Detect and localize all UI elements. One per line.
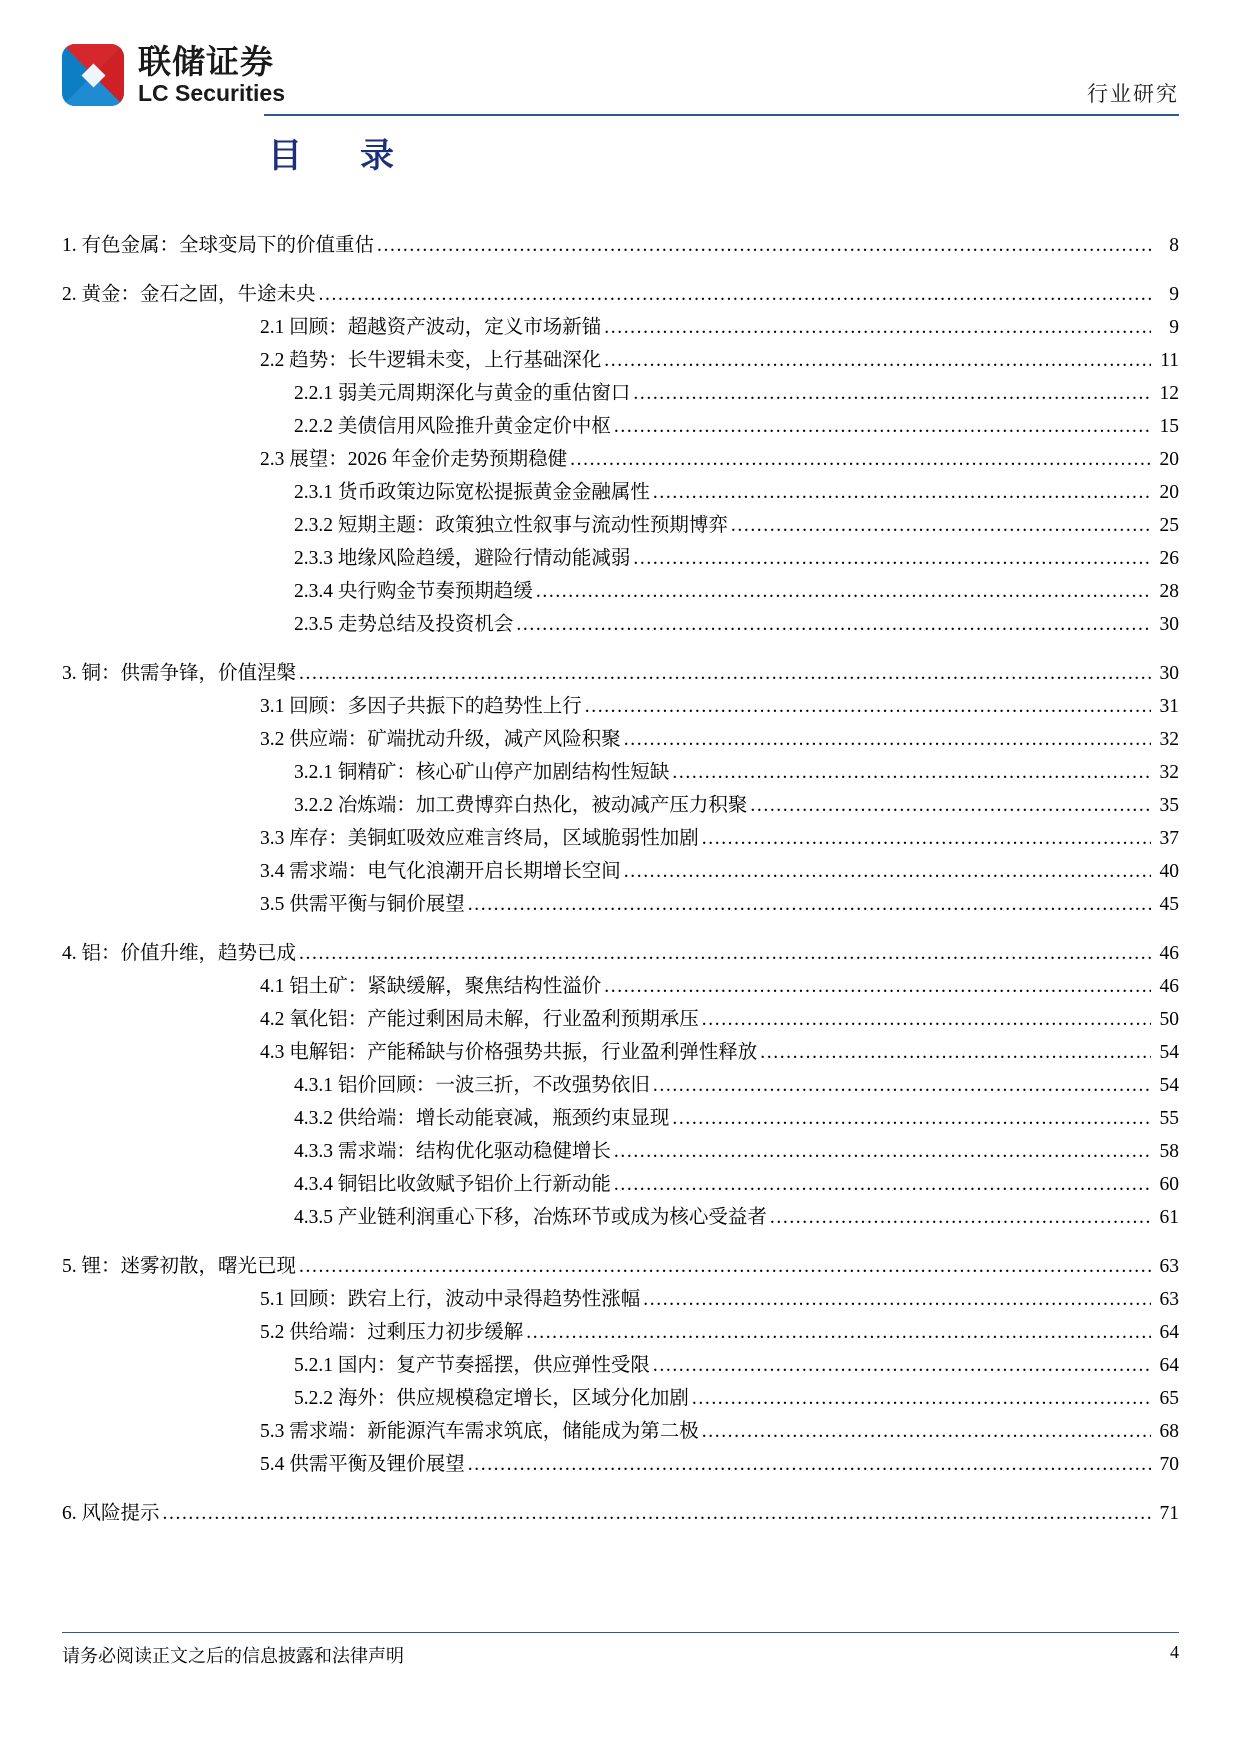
toc-entry[interactable] — [62, 1490, 1179, 1523]
toc-entry[interactable] — [62, 1029, 1179, 1062]
toc-entry-label: 5.2.2 海外：供应规模稳定增长，区域分化加剧 — [294, 1387, 689, 1409]
toc-entry-page-number: 46 — [1159, 942, 1179, 964]
toc-leader-dots — [604, 318, 1151, 338]
toc-entry-page-number: 60 — [1159, 1173, 1179, 1195]
toc-entry-page-number: 30 — [1159, 613, 1179, 635]
toc-entry-label: 1. 有色金属：全球变局下的价值重估 — [62, 234, 375, 256]
toc-entry-label: 2.3 展望：2026 年金价走势预期稳健 — [260, 448, 568, 470]
toc-entry[interactable] — [62, 1375, 1179, 1408]
toc-entry-page-number: 15 — [1159, 415, 1179, 437]
toc-entry[interactable] — [62, 1408, 1179, 1441]
table-of-contents — [62, 222, 1179, 1523]
toc-entry-page-number: 55 — [1159, 1107, 1179, 1129]
toc-entry-label: 2.2.2 美债信用风险推升黄金定价中枢 — [294, 415, 611, 437]
toc-entry-page-number: 25 — [1159, 514, 1179, 536]
lc-securities-logo-icon — [62, 44, 124, 106]
toc-entry[interactable] — [62, 337, 1179, 370]
toc-entry-page-number: 70 — [1159, 1453, 1179, 1475]
toc-entry[interactable] — [62, 601, 1179, 634]
page-title: 目 录 — [268, 138, 406, 175]
toc-entry-page-number: 9 — [1169, 316, 1179, 338]
toc-entry[interactable] — [62, 370, 1179, 403]
toc-entry-page-number: 71 — [1159, 1502, 1179, 1524]
toc-leader-dots — [653, 1356, 1151, 1376]
toc-entry-page-number: 31 — [1159, 695, 1179, 717]
toc-entry-label: 5.1 回顾：跌宕上行，波动中录得趋势性涨幅 — [260, 1288, 641, 1310]
toc-entry-label: 3.1 回顾：多因子共振下的趋势性上行 — [260, 695, 582, 717]
footer-divider — [62, 1632, 1179, 1633]
toc-entry-page-number: 50 — [1159, 1008, 1179, 1030]
toc-entry-page-number: 35 — [1159, 794, 1179, 816]
toc-leader-dots — [750, 796, 1151, 816]
toc-entry-page-number: 64 — [1159, 1321, 1179, 1343]
header-category-label: 行业研究 — [1087, 82, 1179, 106]
toc-leader-dots — [614, 1142, 1151, 1162]
toc-leader-dots — [614, 1175, 1151, 1195]
toc-entry-label: 4.3.2 供给端：增长动能衰减，瓶颈约束显现 — [294, 1107, 670, 1129]
toc-entry-label: 2.2.1 弱美元周期深化与黄金的重估窗口 — [294, 382, 631, 404]
toc-entry-label: 4.3.3 需求端：结构优化驱动稳健增长 — [294, 1140, 611, 1162]
toc-leader-dots — [377, 236, 1151, 256]
brand-logo-text — [138, 42, 285, 107]
toc-entry[interactable] — [62, 996, 1179, 1029]
toc-entry-label: 2.3.4 央行购金节奏预期趋缓 — [294, 580, 533, 602]
toc-entry[interactable] — [62, 749, 1179, 782]
toc-entry-page-number: 20 — [1159, 448, 1179, 470]
toc-entry-label: 3.4 需求端：电气化浪潮开启长期增长空间 — [260, 860, 621, 882]
toc-leader-dots — [299, 664, 1151, 684]
toc-leader-dots — [526, 1323, 1151, 1343]
toc-entry[interactable] — [62, 782, 1179, 815]
toc-leader-dots — [672, 763, 1151, 783]
footer-page-number: 4 — [1170, 1642, 1179, 1662]
toc-leader-dots — [468, 1455, 1151, 1475]
toc-entry[interactable] — [62, 222, 1179, 255]
toc-entry-label: 2.3.2 短期主题：政策独立性叙事与流动性预期博弈 — [294, 514, 728, 536]
toc-leader-dots — [633, 549, 1151, 569]
toc-entry-page-number: 28 — [1159, 580, 1179, 602]
toc-leader-dots — [653, 483, 1151, 503]
toc-leader-dots — [760, 1043, 1151, 1063]
header-divider — [264, 114, 1179, 116]
toc-entry-page-number: 9 — [1169, 283, 1179, 305]
toc-entry[interactable] — [62, 1309, 1179, 1342]
toc-entry-label: 3.2 供应端：矿端扰动升级，减产风险积聚 — [260, 728, 621, 750]
toc-entry-label: 4.1 铝土矿：紧缺缓解，聚焦结构性溢价 — [260, 975, 602, 997]
toc-entry-label: 2.3.3 地缘风险趋缓，避险行情动能减弱 — [294, 547, 631, 569]
toc-entry-label: 3. 铜：供需争锋，价值涅槃 — [62, 662, 297, 684]
toc-entry-page-number: 54 — [1159, 1041, 1179, 1063]
toc-entry-page-number: 40 — [1159, 860, 1179, 882]
toc-entry[interactable] — [62, 881, 1179, 914]
toc-entry-page-number: 64 — [1159, 1354, 1179, 1376]
toc-leader-dots — [770, 1208, 1151, 1228]
toc-leader-dots — [653, 1076, 1151, 1096]
toc-entry[interactable] — [62, 1441, 1179, 1474]
toc-leader-dots — [692, 1389, 1151, 1409]
toc-entry-label: 3.5 供需平衡与铜价展望 — [260, 893, 465, 915]
toc-leader-dots — [731, 516, 1151, 536]
toc-entry[interactable] — [62, 403, 1179, 436]
toc-entry-page-number: 63 — [1159, 1255, 1179, 1277]
toc-entry[interactable] — [62, 848, 1179, 881]
toc-leader-dots — [702, 1010, 1151, 1030]
toc-entry-label: 2.3.5 走势总结及投资机会 — [294, 613, 514, 635]
toc-leader-dots — [570, 450, 1151, 470]
toc-entry[interactable] — [62, 1128, 1179, 1161]
toc-entry[interactable] — [62, 271, 1179, 304]
toc-entry-label: 2.1 回顾：超越资产波动，定义市场新锚 — [260, 316, 602, 338]
toc-entry[interactable] — [62, 1194, 1179, 1227]
toc-entry[interactable] — [62, 535, 1179, 568]
toc-entry[interactable] — [62, 1161, 1179, 1194]
toc-leader-dots — [633, 384, 1151, 404]
toc-entry-label: 3.2.1 铜精矿：核心矿山停产加剧结构性短缺 — [294, 761, 670, 783]
toc-leader-dots — [319, 285, 1151, 305]
toc-entry-label: 5.4 供需平衡及锂价展望 — [260, 1453, 465, 1475]
toc-entry[interactable] — [62, 568, 1179, 601]
toc-leader-dots — [672, 1109, 1151, 1129]
toc-entry-label: 4.2 氧化铝：产能过剩困局未解，行业盈利预期承压 — [260, 1008, 699, 1030]
toc-entry-label: 2.2 趋势：长牛逻辑未变，上行基础深化 — [260, 349, 602, 371]
toc-entry-label: 2.3.1 货币政策边际宽松提振黄金金融属性 — [294, 481, 650, 503]
toc-leader-dots — [624, 862, 1151, 882]
toc-entry-label: 6. 风险提示 — [62, 1502, 160, 1524]
toc-entry-page-number: 8 — [1169, 234, 1179, 256]
toc-entry[interactable] — [62, 716, 1179, 749]
toc-leader-dots — [536, 582, 1151, 602]
toc-entry-page-number: 54 — [1159, 1074, 1179, 1096]
toc-entry-label: 4.3.5 产业链利润重心下移，冶炼环节或成为核心受益者 — [294, 1206, 767, 1228]
toc-entry-page-number: 26 — [1159, 547, 1179, 569]
toc-entry-page-number: 65 — [1159, 1387, 1179, 1409]
toc-entry-label: 3.3 库存：美铜虹吸效应难言终局，区域脆弱性加剧 — [260, 827, 699, 849]
toc-entry-page-number: 45 — [1159, 893, 1179, 915]
toc-entry[interactable] — [62, 1095, 1179, 1128]
toc-leader-dots — [516, 615, 1151, 635]
toc-entry[interactable] — [62, 436, 1179, 469]
toc-entry[interactable] — [62, 683, 1179, 716]
toc-entry[interactable] — [62, 815, 1179, 848]
toc-entry-label: 4.3.4 铜铝比收敛赋予铝价上行新动能 — [294, 1173, 611, 1195]
toc-entry-page-number: 30 — [1159, 662, 1179, 684]
toc-entry[interactable] — [62, 502, 1179, 535]
toc-leader-dots — [604, 351, 1151, 371]
toc-entry[interactable] — [62, 1243, 1179, 1276]
toc-leader-dots — [585, 697, 1151, 717]
toc-leader-dots — [643, 1290, 1151, 1310]
toc-entry[interactable] — [62, 930, 1179, 963]
toc-entry-page-number: 46 — [1159, 975, 1179, 997]
toc-entry-page-number: 32 — [1159, 728, 1179, 750]
toc-leader-dots — [624, 730, 1151, 750]
toc-entry-label: 5.2.1 国内：复产节奏摇摆，供应弹性受限 — [294, 1354, 650, 1376]
toc-entry-page-number: 11 — [1160, 349, 1179, 371]
toc-entry[interactable] — [62, 469, 1179, 502]
toc-entry[interactable] — [62, 963, 1179, 996]
page-header — [0, 0, 1241, 120]
toc-leader-dots — [163, 1504, 1151, 1524]
toc-leader-dots — [702, 1422, 1151, 1442]
toc-entry[interactable] — [62, 1276, 1179, 1309]
toc-entry[interactable] — [62, 304, 1179, 337]
toc-entry-label: 4.3.1 铝价回顾：一波三折，不改强势依旧 — [294, 1074, 650, 1096]
toc-leader-dots — [299, 1257, 1151, 1277]
toc-entry-label: 4.3 电解铝：产能稀缺与价格强势共振，行业盈利弹性释放 — [260, 1041, 758, 1063]
toc-entry-page-number: 37 — [1159, 827, 1179, 849]
toc-entry-page-number: 20 — [1159, 481, 1179, 503]
toc-leader-dots — [299, 944, 1151, 964]
brand-name-cn: 联储证券 — [138, 42, 274, 80]
brand-name-en: LC Securities — [138, 80, 285, 107]
toc-entry-label: 5.3 需求端：新能源汽车需求筑底，储能成为第二极 — [260, 1420, 699, 1442]
brand-logo — [62, 44, 285, 106]
footer-disclaimer: 请务必阅读正文之后的信息披露和法律声明 — [62, 1646, 404, 1666]
toc-entry-page-number: 68 — [1159, 1420, 1179, 1442]
toc-entry-label: 3.2.2 冶炼端：加工费博弈白热化，被动减产压力积聚 — [294, 794, 748, 816]
toc-leader-dots — [468, 895, 1151, 915]
toc-entry-page-number: 63 — [1159, 1288, 1179, 1310]
toc-entry[interactable] — [62, 1342, 1179, 1375]
toc-entry-label: 4. 铝：价值升维，趋势已成 — [62, 942, 297, 964]
toc-entry-page-number: 32 — [1159, 761, 1179, 783]
page-footer — [62, 1632, 1179, 1672]
toc-entry-label: 5. 锂：迷雾初散，曙光已现 — [62, 1255, 297, 1277]
toc-entry-label: 5.2 供给端：过剩压力初步缓解 — [260, 1321, 524, 1343]
toc-entry-page-number: 12 — [1159, 382, 1179, 404]
toc-entry-page-number: 58 — [1159, 1140, 1179, 1162]
toc-leader-dots — [702, 829, 1151, 849]
toc-entry-page-number: 61 — [1159, 1206, 1179, 1228]
toc-entry[interactable] — [62, 1062, 1179, 1095]
toc-leader-dots — [614, 417, 1151, 437]
toc-leader-dots — [604, 977, 1151, 997]
toc-entry[interactable] — [62, 650, 1179, 683]
toc-entry-label: 2. 黄金：金石之固，牛途未央 — [62, 283, 316, 305]
